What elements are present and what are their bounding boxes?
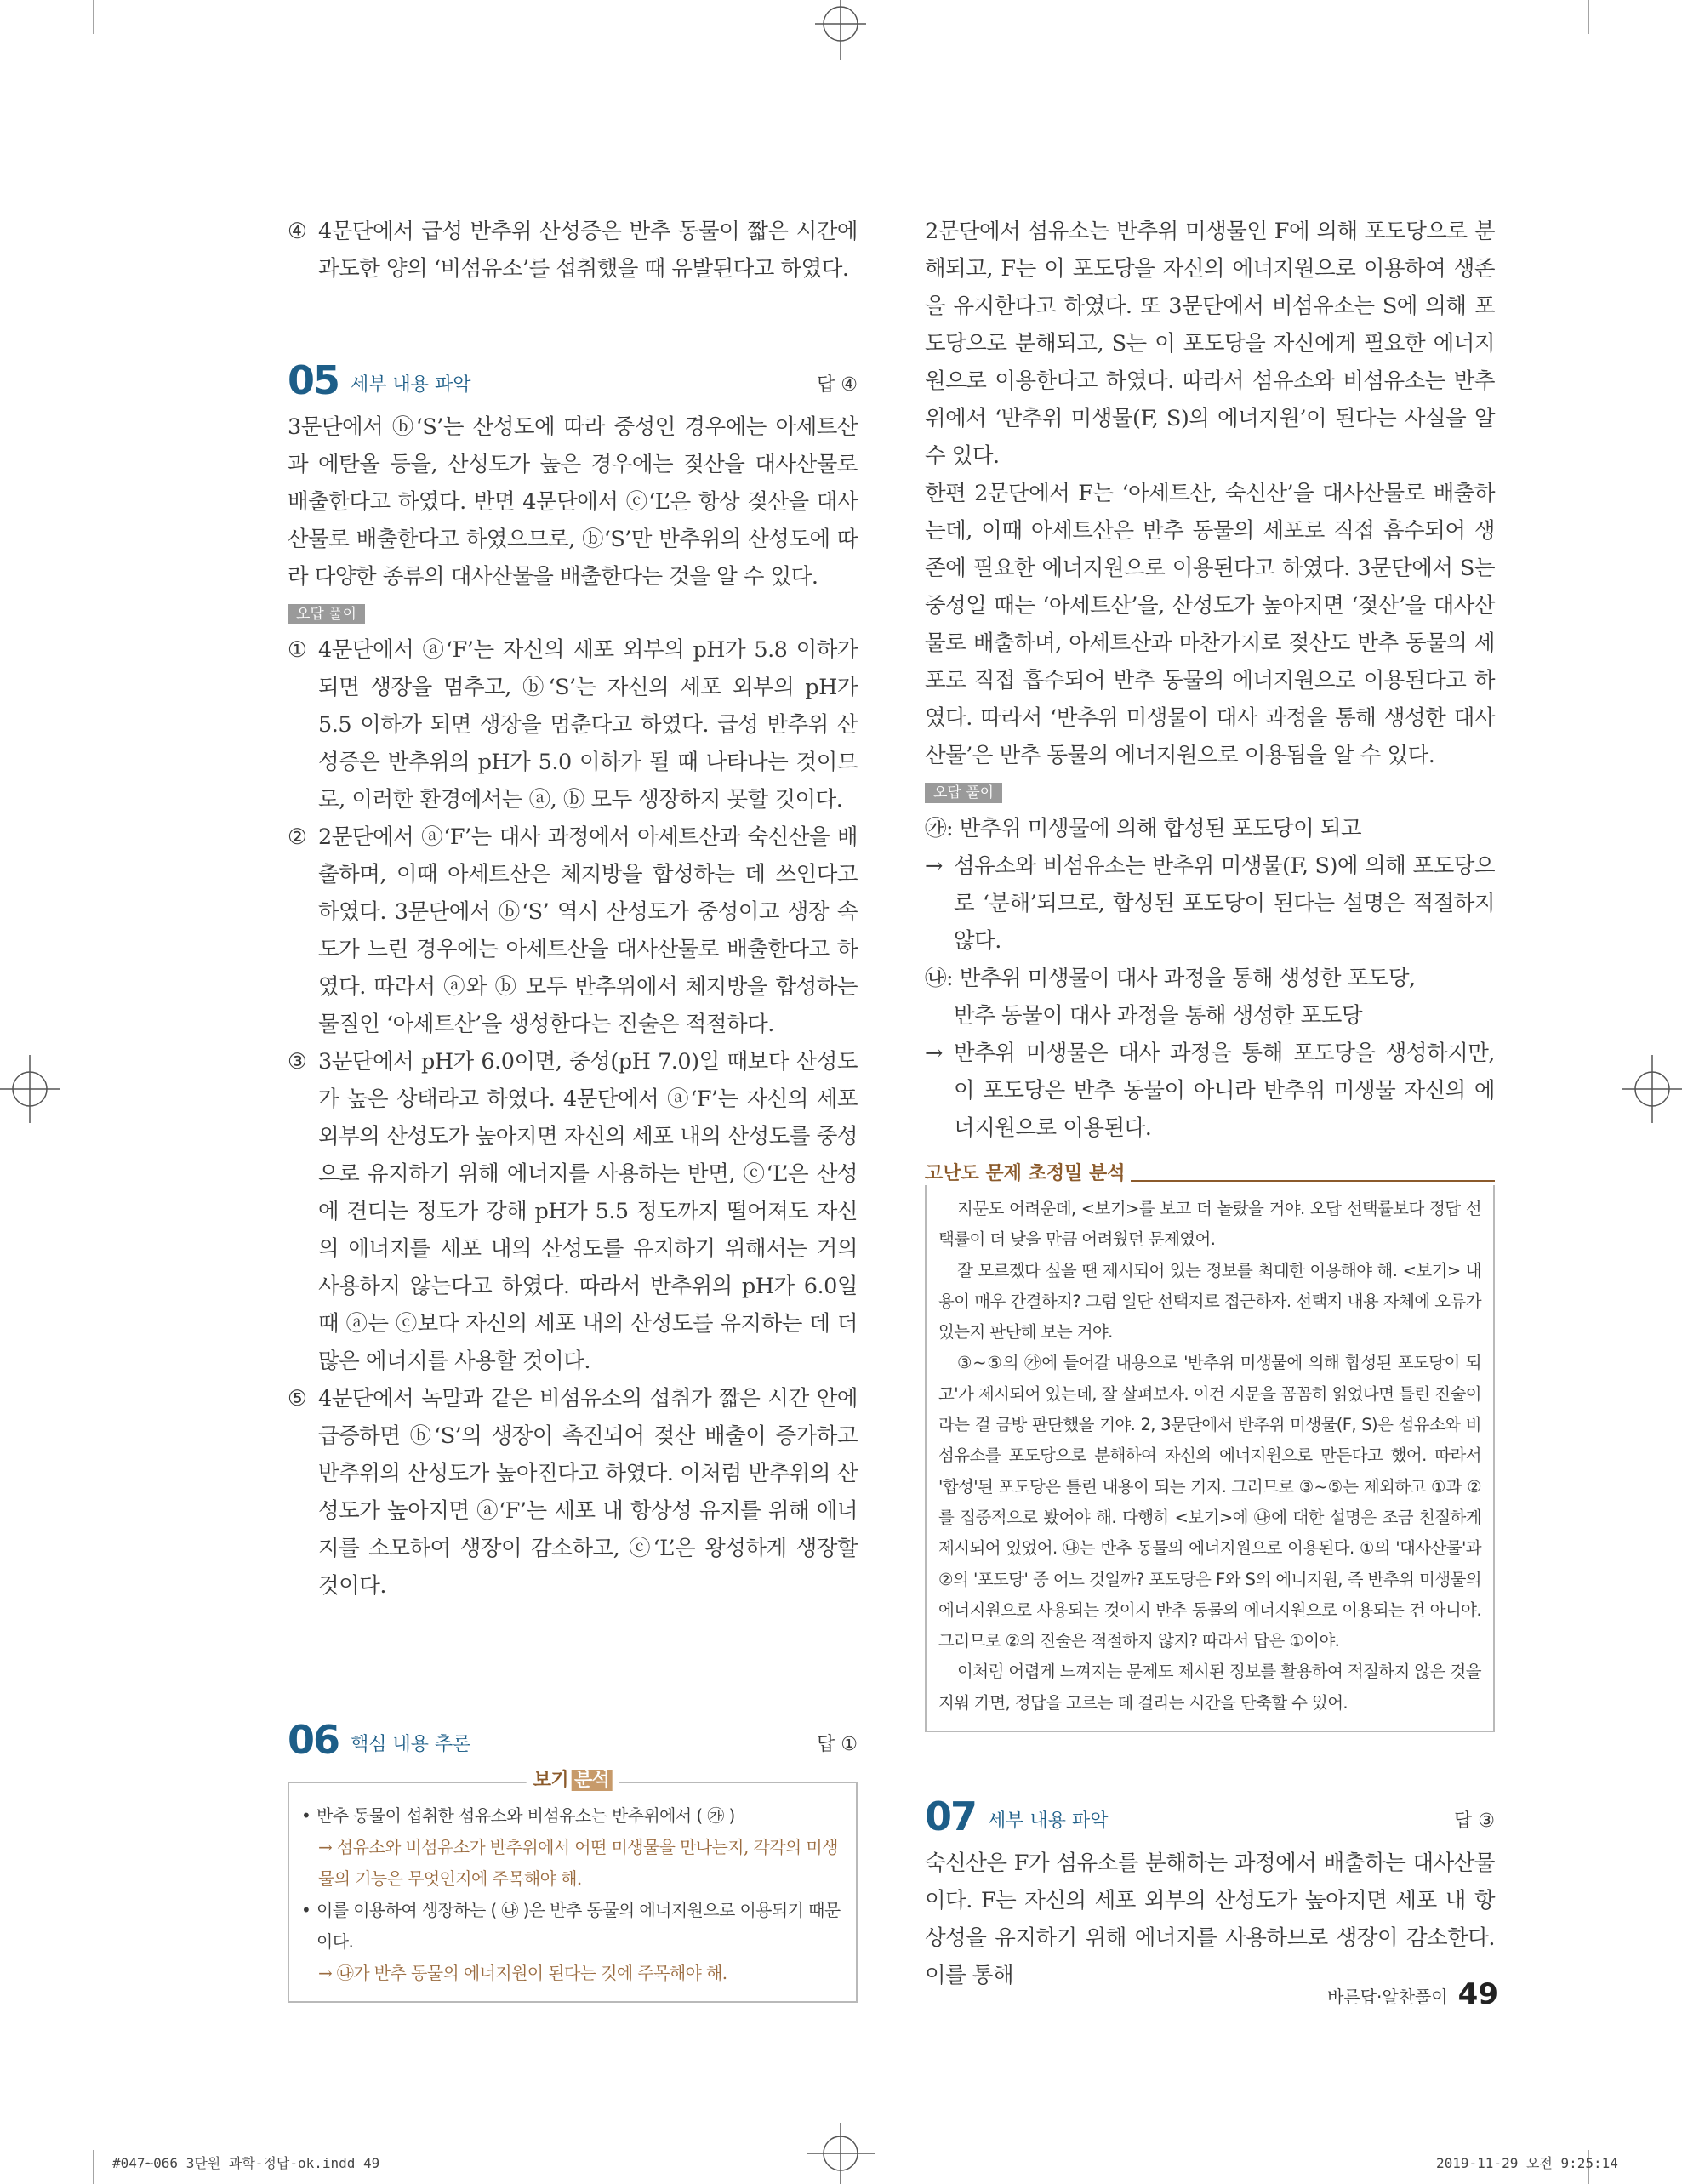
q06-answer: 답 ①: [817, 1734, 858, 1755]
bullet-icon: •: [301, 1805, 311, 1826]
analysis-title: [925, 1159, 1495, 1185]
q07-title: 세부 내용 파악: [988, 1810, 1109, 1833]
q07-body: 숙신산은 F가 섬유소를 분해하는 과정에서 배출하는 대사산물이다. F는 자신의 세포 외부의 산성도가 높아지면 세포 내 항상성을 유지하기 위해 에너지를 사용하므로 생장이 감소한다. 이를 통해: [925, 1850, 1495, 1989]
bogi-label-text: 보기: [533, 1770, 568, 1791]
item-text: 4문단에서 급성 반추위 산성증은 반추 동물이 짧은 시간에 과도한 양의 ‘비섬유소’를 섭취했을 때 유발된다고 하였다.: [318, 219, 858, 282]
wrong-arrow-1: [925, 847, 1495, 960]
q05-item-1: [288, 631, 858, 818]
item-text: 4문단에서 ⓐ‘F’는 자신의 세포 외부의 pH가 5.8 이하가 되면 생장을 멈추고, ⓑ‘S’는 자신의 세포 외부의 pH가 5.5 이하가 되면 생장을 멈춘다고 하였다. 급성 반추위 산성증은 반추위의 pH가 5.0 이하가 될 때 나타나는 것이므로, 이러한 환경에서는 ⓐ, ⓑ 모두 생장하지 못할 것이다.: [318, 637, 858, 813]
analysis-title-text: 고난도 문제 초정밀 분석: [925, 1163, 1126, 1184]
slug-timestamp: 2019-11-29 오전 9:25:14: [1436, 2155, 1618, 2171]
intro-item: [288, 213, 858, 288]
slug-file-info: #047~066 3단원 과학-정답-ok.indd 49: [112, 2155, 380, 2171]
wrong-line-2b: 반추 동물이 대사 과정을 통해 생성한 포도당: [954, 1003, 1363, 1029]
analysis-para: 잘 모르겠다 싶을 땐 제시되어 있는 정보를 최대한 이용해야 해. <보기> 내용이 매우 간결하지? 그럼 일단 선택지로 접근하자. 선택지 내용 자체에 오류가 있는지 판단해 보는 거야.: [938, 1260, 1481, 1343]
bogi-note-2: → ㉯가 반추 동물의 에너지원이 된다는 것에 주목해야 해.: [318, 1963, 727, 1983]
analysis-title-rule: [1131, 1180, 1496, 1182]
bogi-label: [527, 1768, 619, 1793]
arrow-icon: →: [925, 853, 943, 879]
bogi-bullet-text: 반추 동물이 섭취한 섬유소와 비섬유소는 반추위에서 ( ㉮ ): [316, 1805, 735, 1826]
bogi-analysis-box: [288, 1770, 858, 2003]
analysis-para: 이처럼 어렵게 느껴지는 문제도 제시된 정보를 활용하여 적절하지 않은 것을 지워 가면, 정답을 고르는 데 걸리는 시간을 단축할 수 있어.: [938, 1662, 1481, 1713]
q05-title: 세부 내용 파악: [351, 374, 471, 396]
page-footer: [1327, 1977, 1498, 2011]
analysis-para: 지문도 어려운데, <보기>를 보고 더 놀랐을 거야. 오답 선택률보다 정답 선택률이 더 낮을 만큼 어려웠던 문제였어.: [938, 1199, 1481, 1250]
bogi-note-1: → 섬유소와 비섬유소가 반추위에서 어떤 미생물을 만나는지, 각각의 미생물의 기능은 무엇인지에 주목해야 해.: [318, 1837, 838, 1889]
arrow-text: 반추위 미생물은 대사 과정을 통해 포도당을 생성하지만, 이 포도당은 반추 동물이 아니라 반추위 미생물 자신의 에너지원으로 이용된다.: [954, 1041, 1495, 1141]
q05-item-5: [288, 1380, 858, 1605]
q06-wrong-label: 오답 풀이: [925, 783, 1002, 803]
q06-title: 핵심 내용 추론: [351, 1734, 471, 1755]
bullet-icon: •: [301, 1900, 311, 1920]
q06-explanation-para-2: 한편 2문단에서 F는 ‘아세트산, 숙신산’을 대사산물로 배출하는데, 이때 아세트산은 반추 동물의 세포로 직접 흡수되어 생존에 필요한 에너지원으로 이용된다고 하였다. 3문단에서 S는 중성일 때는 ‘아세트산’을, 산성도가 높아지면 ‘젖산’을 대사산물로 배출하며, 아세트산과 마찬가지로 젖산도 반추 동물의 세포로 직접 흡수되어 반추 동물의 에너지원으로 이용된다고 하였다. 따라서 ‘반추위 미생물이 대사 과정을 통해 생성한 대사산물’은 반추 동물의 에너지원으로 이용됨을 알 수 있다.: [925, 481, 1495, 768]
q05-item-3: [288, 1043, 858, 1380]
q05-header: [288, 356, 858, 403]
q06-header: [288, 1715, 858, 1763]
q07-number: 07: [925, 1793, 977, 1840]
footer-label: 바른답·알찬풀이: [1327, 1987, 1448, 2007]
item-text: 4문단에서 녹말과 같은 비섬유소의 섭취가 짧은 시간 안에 급증하면 ⓑ‘S’의 생장이 촉진되어 젖산 배출이 증가하고 반추위의 산성도가 높아진다고 하였다. 이처럼 반추위의 산성도가 높아지면 ⓐ‘F’는 세포 내 항상성 유지를 위해 에너지를 소모하여 생장이 감소하고, ⓒ‘L’은 왕성하게 생장할 것이다.: [318, 1386, 858, 1599]
right-column: [925, 213, 1495, 1994]
item-marker: ①: [288, 637, 307, 663]
bogi-bullet-text: 이를 이용하여 생장하는 ( ㉯ )은 반추 동물의 에너지원으로 이용되기 때문이다.: [316, 1900, 841, 1952]
q07-header: [925, 1792, 1495, 1840]
analysis-para: ③~⑤의 ㉮에 들어갈 내용으로 '반추위 미생물에 의해 합성된 포도당이 되고'가 제시되어 있는데, 잘 살펴보자. 이건 지문을 꼼꼼히 읽었다면 틀린 진술이라는 걸 금방 판단했을 거야. 2, 3문단에서 반추위 미생물(F, S)은 섬유소와 비섬유소를 포도당으로 분해하여 자신의 에너지원으로 만든다고 했어. 따라서 '합성'된 포도당은 틀린 내용이 되는 거지. 그러므로 ③~⑤는 제외하고 ①과 ②를 집중적으로 봤어야 해. 다행히 <보기>에 ㉯에 대한 설명은 조금 친절하게 제시되어 있었어. ㉯는 반추 동물의 에너지원으로 이용된다. ①의 '대사산물'과 ②의 '포도당' 중 어느 것일까? 포도당은 F와 S의 에너지원, 즉 반추위 미생물의 에너지원으로 사용되는 것이지 반추 동물의 에너지원으로 이용되는 건 아니야. 그러므로 ②의 진술은 적절하지 않지? 따라서 답은 ①이야.: [938, 1353, 1481, 1651]
q05-answer: 답 ④: [817, 374, 858, 396]
item-marker: ②: [288, 824, 307, 850]
wrong-line-2a: ㉯: 반추위 미생물이 대사 과정을 통해 생성한 포도당,: [925, 966, 1416, 991]
arrow-icon: →: [925, 1041, 943, 1066]
item-marker: ④: [288, 219, 307, 244]
bogi-bullet-1: [301, 1800, 842, 1832]
item-marker: ⑤: [288, 1386, 307, 1411]
q06-number: 06: [288, 1717, 339, 1763]
q07-answer: 답 ③: [1454, 1810, 1495, 1833]
wrong-arrow-2: [925, 1035, 1495, 1147]
q06-explanation-para-1: 2문단에서 섬유소는 반추위 미생물인 F에 의해 포도당으로 분해되고, F는 이 포도당을 자신의 에너지원으로 이용하여 생존을 유지한다고 하였다. 또 3문단에서 비섬유소는 S에 의해 포도당으로 분해되고, S는 이 포도당을 자신에게 필요한 에너지원으로 이용한다고 하였다. 따라서 섬유소와 비섬유소는 반추위에서 ‘반추위 미생물(F, S)의 에너지원’이 된다는 사실을 알 수 있다.: [925, 219, 1495, 469]
item-text: 2문단에서 ⓐ‘F’는 대사 과정에서 아세트산과 숙신산을 배출하며, 이때 아세트산은 체지방을 합성하는 데 쓰인다고 하였다. 3문단에서 ⓑ‘S’ 역시 산성도가 중성이고 생장 속도가 느린 경우에는 아세트산을 대사산물로 배출한다고 하였다. 따라서 ⓐ와 ⓑ 모두 반추위에서 체지방을 합성하는 물질인 ‘아세트산’을 생성한다는 진술은 적절하다.: [318, 824, 858, 1037]
item-marker: ③: [288, 1049, 307, 1075]
q05-wrong-label: 오답 풀이: [288, 604, 365, 624]
q05-item-2: [288, 818, 858, 1043]
bogi-label-highlight: 분석: [572, 1770, 612, 1791]
q05-number: 05: [288, 357, 339, 403]
bogi-bullet-2: [301, 1895, 842, 1958]
analysis-box: [925, 1185, 1495, 1732]
item-text: 3문단에서 pH가 6.0이면, 중성(pH 7.0)일 때보다 산성도가 높은 상태라고 하였다. 4문단에서 ⓐ‘F’는 자신의 세포 외부의 산성도가 높아지면 자신의 세포 내의 산성도를 중성으로 유지하기 위해 에너지를 사용하는 반면, ⓒ‘L’은 산성에 견디는 정도가 강해 pH가 5.5 정도까지 떨어져도 자신의 에너지를 세포 내의 산성도를 유지하기 위해서는 거의 사용하지 않는다고 하였다. 따라서 반추위의 pH가 6.0일 때 ⓐ는 ⓒ보다 자신의 세포 내의 산성도를 유지하는 데 더 많은 에너지를 사용할 것이다.: [318, 1049, 858, 1374]
left-column: [288, 213, 858, 2003]
wrong-line-1: ㉮: 반추위 미생물에 의해 합성된 포도당이 되고: [925, 816, 1362, 841]
q05-body: 3문단에서 ⓑ‘S’는 산성도에 따라 중성인 경우에는 아세트산과 에탄올 등을, 산성도가 높은 경우에는 젖산을 대사산물로 배출한다고 하였다. 반면 4문단에서 ⓒ‘L’은 항상 젖산을 대사산물로 배출한다고 하였으므로, ⓑ‘S’만 반추위의 산성도에 따라 다양한 종류의 대사산물을 배출한다는 것을 알 수 있다.: [288, 414, 858, 590]
page-number: 49: [1457, 1977, 1498, 2011]
arrow-text: 섬유소와 비섬유소는 반추위 미생물(F, S)에 의해 포도당으로 ‘분해’되므로, 합성된 포도당이 된다는 설명은 적절하지 않다.: [954, 853, 1495, 954]
